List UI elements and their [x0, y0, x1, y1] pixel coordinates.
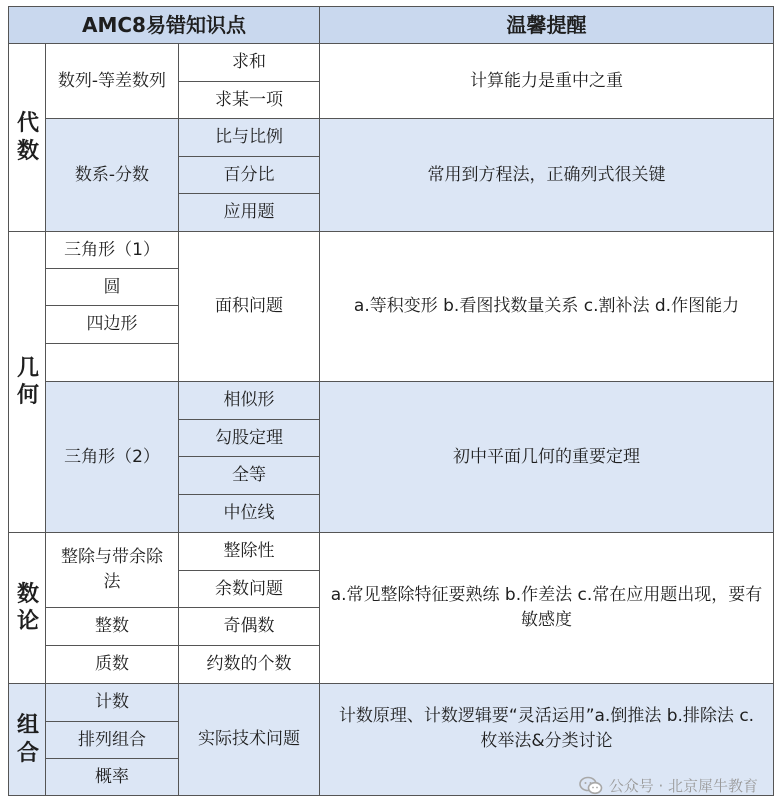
watermark-text: 公众号 · 北京犀牛教育 — [608, 777, 758, 795]
topic-divisibility: 整除与带余除法 — [45, 532, 179, 608]
subtopic-word-problem: 应用题 — [178, 193, 320, 232]
shape-circle: 圆 — [45, 268, 179, 306]
header-col1: AMC8易错知识点 — [8, 6, 320, 44]
tip-area: a.等积变形 b.看图找数量关系 c.割补法 d.作图能力 — [319, 231, 774, 382]
subtopic-similar: 相似形 — [178, 381, 320, 420]
knowledge-table — [8, 6, 774, 796]
topic-area: 面积问题 — [178, 231, 320, 382]
category-geometry — [8, 231, 46, 533]
topic-triangle-2: 三角形（2） — [45, 381, 179, 533]
watermark — [579, 775, 758, 796]
category-algebra — [8, 43, 46, 232]
topic-counting: 计数 — [45, 683, 179, 722]
subtopic-percent: 百分比 — [178, 156, 320, 194]
topic-integer: 整数 — [45, 607, 179, 646]
category-combinatorics — [8, 683, 46, 796]
subtopic-divisor-count: 约数的个数 — [178, 645, 320, 684]
category-geometry-label: 几何 — [17, 355, 40, 408]
category-combinatorics-label: 组合 — [17, 713, 40, 766]
wechat-icon — [579, 776, 603, 796]
topic-probability: 概率 — [45, 758, 179, 796]
category-number-theory — [8, 532, 46, 684]
subtopic-pythagoras: 勾股定理 — [178, 419, 320, 457]
topic-permutation: 排列组合 — [45, 721, 179, 759]
subtopic-divisibility: 整除性 — [178, 532, 320, 571]
subtopic-remainder: 余数问题 — [178, 570, 320, 608]
subtopic-ratio: 比与比例 — [178, 118, 320, 157]
topic-prime: 质数 — [45, 645, 179, 684]
category-algebra-label: 代数 — [17, 111, 40, 164]
tip-sequence: 计算能力是重中之重 — [319, 43, 774, 119]
topic-fraction: 数系-分数 — [45, 118, 179, 232]
topic-sequence: 数列-等差数列 — [45, 43, 179, 119]
header-col2: 温馨提醒 — [319, 6, 774, 44]
bottom-margin — [0, 796, 780, 808]
shape-triangle-1: 三角形（1） — [45, 231, 179, 269]
shape-empty — [45, 343, 179, 382]
subtopic-practical: 实际技术问题 — [178, 683, 320, 796]
tip-fraction: 常用到方程法，正确列式很关键 — [319, 118, 774, 232]
tip-triangle: 初中平面几何的重要定理 — [319, 381, 774, 533]
tip-combinatorics: 计数原理、计数逻辑要“灵活运用”a.倒推法 b.排除法 c.枚举法&分类讨论 — [319, 683, 774, 796]
subtopic-term: 求某一项 — [178, 81, 320, 119]
shape-quadrilateral: 四边形 — [45, 305, 179, 344]
subtopic-congruent: 全等 — [178, 456, 320, 495]
category-number-theory-label: 数论 — [17, 581, 40, 634]
subtopic-sum: 求和 — [178, 43, 320, 82]
subtopic-midline: 中位线 — [178, 494, 320, 533]
tip-number-theory: a.常见整除特征要熟练 b.作差法 c.常在应用题出现，要有敏感度 — [319, 532, 774, 684]
subtopic-parity: 奇偶数 — [178, 607, 320, 646]
